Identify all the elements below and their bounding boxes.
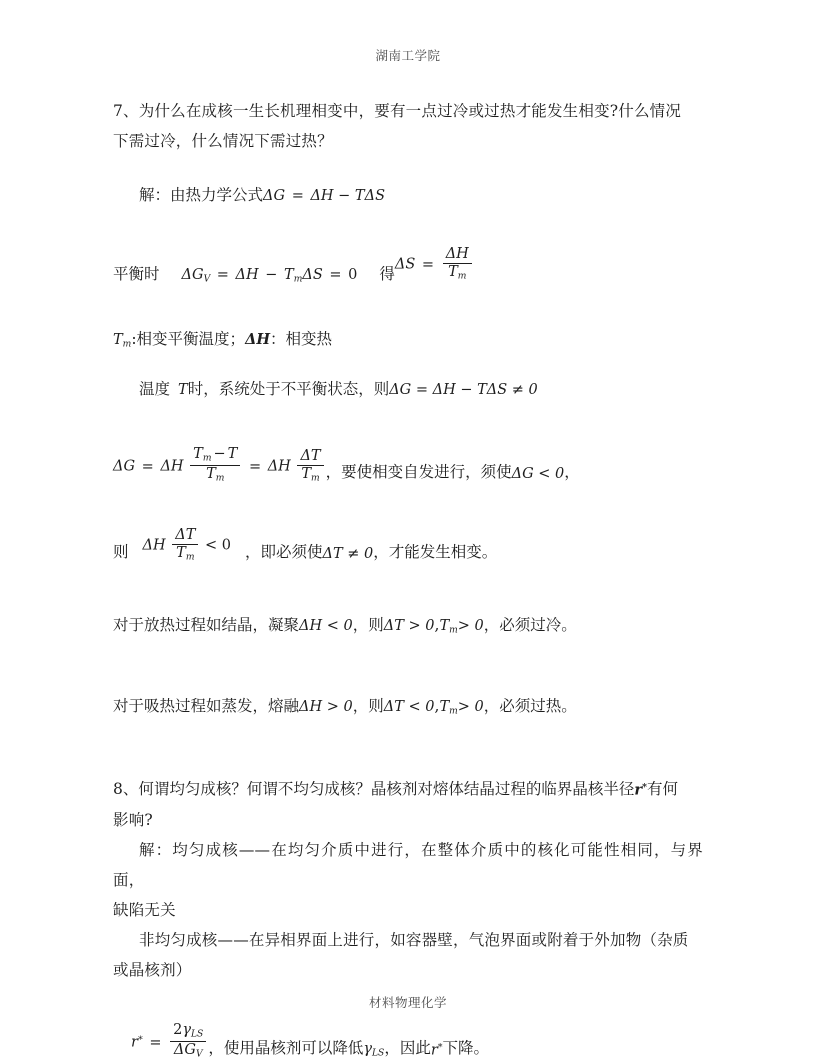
- q7-endothermic-line: [113, 691, 703, 727]
- formula-tail-mid: ，因此: [384, 1039, 431, 1058]
- formula-relation: < 0: [205, 537, 231, 554]
- fraction-numerator: ΔT: [297, 449, 323, 466]
- formula-tail-end: 下降。: [442, 1039, 490, 1058]
- num-gamma: γ: [182, 1021, 191, 1038]
- exo-tail: ，必须过冷。: [483, 615, 577, 634]
- den-t: T: [176, 545, 186, 562]
- fraction-numerator: [190, 447, 240, 466]
- formula-equilibrium: [182, 267, 358, 287]
- endo-mid: ，则: [352, 697, 384, 716]
- running-header: 湖南工学院: [375, 48, 441, 63]
- formula-equals: =: [291, 188, 304, 204]
- den-subscript: m: [215, 473, 225, 484]
- spacer: [113, 484, 703, 514]
- tm-symbol: T: [113, 332, 123, 349]
- temperature-mid: 时，系统处于不平衡状态，则: [187, 379, 390, 398]
- formula-equals: =: [149, 1034, 162, 1051]
- formula-dg: ΔG: [113, 458, 136, 475]
- fraction-numerator: ΔH: [443, 247, 472, 264]
- q8-answer-line-4: 或晶核剂）: [113, 960, 192, 979]
- gamma-symbol: γ: [363, 1040, 372, 1057]
- condition-tail-end: ，才能发生相变。: [373, 542, 498, 561]
- fraction-1: [190, 447, 240, 484]
- endo-formula-dt: ΔT < 0: [383, 699, 435, 716]
- den-subscript: m: [457, 271, 467, 282]
- tm-subscript: m: [449, 625, 458, 636]
- formula-entropy: [395, 247, 474, 286]
- endo-formula-tm-rel: > 0: [457, 699, 484, 716]
- q7-definitions-line: [113, 324, 703, 360]
- temperature-prefix: 温度: [139, 379, 171, 398]
- q7-dg-formula-line: [113, 447, 703, 484]
- symbol-t: T: [178, 381, 188, 398]
- formula-tm: T: [284, 266, 294, 283]
- fraction-denominator: [170, 1042, 206, 1060]
- fraction-denominator: [190, 466, 240, 484]
- r-superscript: *: [437, 1041, 443, 1053]
- fraction-denominator: [172, 545, 198, 563]
- exo-formula-dt: ΔT > 0: [383, 617, 435, 634]
- spacer: [113, 360, 703, 374]
- formula-thermodynamic: [263, 181, 385, 211]
- formula-dg-negative: ΔG < 0: [511, 466, 565, 483]
- num-tm-subscript: m: [202, 453, 212, 464]
- formula-equals: =: [141, 458, 154, 475]
- formula-dt-nonzero: ΔT ≠ 0: [322, 545, 374, 562]
- exo-formula-tm-rel: > 0: [457, 617, 484, 634]
- running-footer: 材料物理化学: [368, 995, 447, 1010]
- spacer: [113, 564, 703, 594]
- formula-equals: =: [216, 266, 229, 283]
- document-body: [113, 96, 703, 1060]
- fraction: [172, 528, 198, 563]
- endo-formula-dh: ΔH > 0: [299, 699, 353, 716]
- formula-dh: ΔH: [142, 537, 166, 554]
- gamma-subscript: LS: [372, 1048, 385, 1059]
- formula-dh-1: ΔH: [160, 458, 184, 475]
- r-symbol: r: [131, 1034, 138, 1051]
- exo-comma: ,: [434, 615, 440, 634]
- spacer: [113, 727, 703, 757]
- q8-question-line-2: 影响?: [113, 810, 153, 829]
- num-minus: −: [213, 445, 226, 462]
- fraction: [170, 1023, 206, 1060]
- tm-definition-text: :相变平衡温度；: [131, 330, 246, 349]
- num-t: T: [227, 445, 238, 462]
- fraction-denominator: [443, 264, 472, 282]
- q7-exothermic-line: [113, 610, 703, 646]
- q7-condition-line: [113, 528, 703, 563]
- spacer: [113, 156, 703, 180]
- formula-dh-2: ΔH: [267, 458, 291, 475]
- formula-rhs: ΔH − TΔS: [310, 188, 386, 204]
- formula-minus: −: [265, 266, 278, 283]
- q7-temperature-line: [113, 374, 703, 405]
- exo-formula-dh: ΔH < 0: [299, 617, 353, 634]
- den-subscript: V: [195, 1049, 203, 1060]
- formula-dg: ΔG: [181, 266, 204, 283]
- endo-comma: ,: [434, 697, 440, 716]
- tm-symbol: T: [439, 699, 450, 716]
- formula-lhs: ΔG: [263, 188, 286, 204]
- symbol-tm: [113, 325, 131, 360]
- fraction-denominator: [297, 466, 323, 484]
- endo-formula-tm: [439, 692, 457, 727]
- equilibrium-label: 平衡时: [113, 265, 160, 284]
- r-symbol: r: [634, 780, 643, 798]
- formula-dh: ΔH: [235, 266, 259, 283]
- q7-question-line-1: 7、为什么在成核一生长机理相变中，要有一点过冷或过热才能发生相变?什么情况: [113, 102, 682, 120]
- den-subscript: m: [311, 473, 320, 484]
- formula-tm-subscript: m: [293, 274, 303, 285]
- den-subscript: m: [185, 552, 195, 563]
- tm-subscript: m: [449, 706, 458, 717]
- dh-definition-text: ：相变热: [270, 330, 333, 349]
- q8-answer-line-1: 解：均匀成核——在均匀介质中进行，在整体介质中的核化可能性相同，与界面，: [113, 840, 703, 889]
- fraction-2: [297, 449, 323, 484]
- dg-tail-text: ，要使相变自发进行，须使: [325, 463, 512, 482]
- formula-condition: [143, 528, 231, 563]
- r-superscript: *: [137, 1034, 143, 1046]
- r-superscript: *: [642, 781, 648, 793]
- q8-formula-line: [113, 1023, 703, 1060]
- condition-tail: ，即必须使: [245, 542, 323, 561]
- exo-prefix: 对于放热过程如结晶，凝聚: [113, 615, 300, 634]
- spacer: [113, 645, 703, 675]
- fraction: [443, 247, 472, 282]
- den-symbol: T: [448, 264, 458, 281]
- q7-answer-label: 解：由热力学公式: [139, 186, 264, 204]
- formula-nonequilibrium: ΔG = ΔH − TΔS ≠ 0: [389, 381, 538, 398]
- fraction-numerator: ΔT: [172, 528, 198, 545]
- formula-dg-subscript: V: [203, 274, 211, 285]
- formula-critical-radius: [131, 1023, 208, 1060]
- den-dg: ΔG: [173, 1042, 196, 1059]
- tm-subscript: m: [122, 339, 132, 350]
- q8-answer-line-2: 缺陷无关: [113, 900, 176, 919]
- endo-prefix: 对于吸热过程如蒸发，熔融: [113, 697, 300, 716]
- formula-tail-text: ，使用晶核剂可以降低: [208, 1039, 364, 1058]
- tail-r: [431, 1042, 443, 1060]
- tm-symbol: T: [439, 617, 450, 634]
- endo-tail: ，必须过热。: [483, 697, 577, 716]
- r-symbol: r: [430, 1042, 438, 1059]
- q7-question-line-2: 下需过冷，什么情况下需过热？: [113, 132, 333, 150]
- condition-lead: 则: [113, 542, 129, 561]
- q8-answer-line-3: 非均匀成核——在异相界面上进行，如容器壁，气泡界面或附着于外加物（杂质: [139, 930, 689, 949]
- fraction-numerator: [170, 1023, 206, 1042]
- q8-symbol-r: [634, 773, 647, 805]
- num-coefficient: 2: [173, 1021, 183, 1038]
- den-t: T: [206, 466, 216, 483]
- symbol-dh: ΔH: [245, 331, 271, 349]
- spacer: [113, 405, 703, 435]
- q8-question-text-b: 有何: [647, 779, 679, 798]
- num-tm: T: [193, 445, 203, 462]
- dg-tail-end: ，: [564, 463, 580, 482]
- formula-ds: ΔS: [394, 256, 416, 273]
- tail-gamma: [363, 1041, 384, 1060]
- formula-equals: =: [421, 256, 435, 273]
- formula-dg-expanded: [113, 447, 326, 484]
- exo-mid: ，则: [352, 615, 384, 634]
- q7-equilibrium-line: [113, 247, 703, 286]
- formula-equals-2: =: [248, 458, 262, 475]
- formula-zero: 0: [348, 266, 358, 283]
- q7-answer-thermo-line: [113, 180, 703, 211]
- spacer: [113, 211, 703, 241]
- den-t: T: [301, 466, 312, 483]
- num-gamma-subscript: LS: [191, 1029, 204, 1040]
- q8-question-line-1: [113, 773, 703, 805]
- formula-ds: ΔS: [302, 266, 323, 283]
- spacer: [113, 286, 703, 316]
- derive-word: 得: [379, 265, 395, 284]
- exo-formula-tm: [439, 611, 457, 646]
- q8-question-text-a: 8、何谓均匀成核？何谓不均匀成核？晶核剂对熔体结晶过程的临界晶核半径: [113, 779, 635, 798]
- formula-equals-2: =: [329, 266, 342, 283]
